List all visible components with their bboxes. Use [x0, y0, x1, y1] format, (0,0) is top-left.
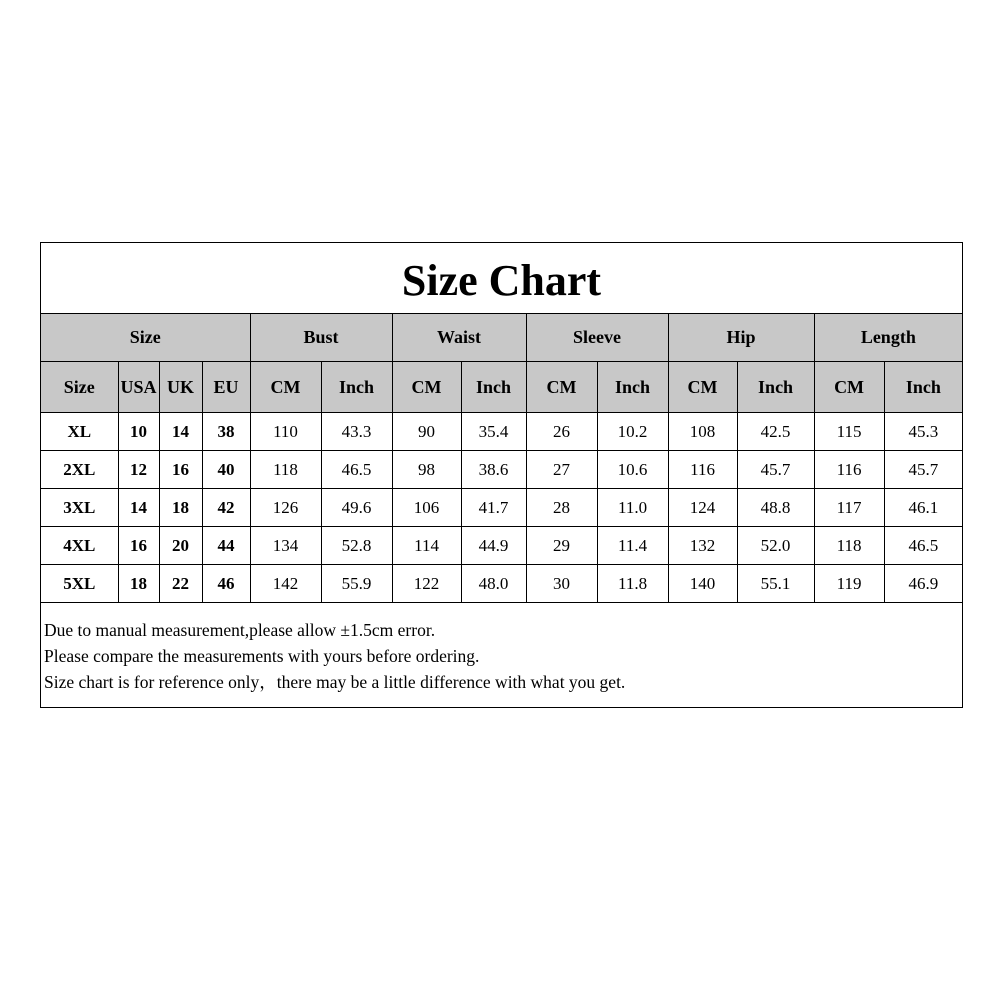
cell-waist-in: 41.7: [461, 489, 526, 527]
col-header-size: Size: [41, 362, 118, 413]
col-header-hip-cm: CM: [668, 362, 737, 413]
cell-sleeve-cm: 27: [526, 451, 597, 489]
size-chart: [40, 242, 963, 708]
col-header-hip-inch: Inch: [737, 362, 814, 413]
cell-eu: 42: [202, 489, 250, 527]
cell-hip-in: 48.8: [737, 489, 814, 527]
cell-eu: 40: [202, 451, 250, 489]
cell-sleeve-cm: 30: [526, 565, 597, 603]
group-header-bust: Bust: [250, 314, 392, 362]
cell-usa: 18: [118, 565, 159, 603]
cell-bust-in: 43.3: [321, 413, 392, 451]
group-header-waist: Waist: [392, 314, 526, 362]
cell-uk: 22: [159, 565, 202, 603]
cell-length-cm: 118: [814, 527, 884, 565]
group-header-length: Length: [814, 314, 962, 362]
cell-usa: 14: [118, 489, 159, 527]
cell-hip-in: 55.1: [737, 565, 814, 603]
cell-bust-cm: 142: [250, 565, 321, 603]
col-header-eu: EU: [202, 362, 250, 413]
cell-eu: 38: [202, 413, 250, 451]
cell-waist-cm: 122: [392, 565, 461, 603]
cell-length-in: 45.7: [884, 451, 962, 489]
col-header-length-cm: CM: [814, 362, 884, 413]
cell-size: 4XL: [41, 527, 118, 565]
cell-waist-in: 44.9: [461, 527, 526, 565]
cell-length-cm: 117: [814, 489, 884, 527]
cell-sleeve-in: 10.6: [597, 451, 668, 489]
cell-bust-cm: 134: [250, 527, 321, 565]
note-line: Due to manual measurement,please allow ±1.5cm error.: [44, 620, 436, 640]
cell-bust-in: 49.6: [321, 489, 392, 527]
table-row: [41, 565, 962, 603]
cell-bust-cm: 110: [250, 413, 321, 451]
group-header-hip: Hip: [668, 314, 814, 362]
cell-sleeve-cm: 28: [526, 489, 597, 527]
cell-sleeve-cm: 26: [526, 413, 597, 451]
cell-length-cm: 119: [814, 565, 884, 603]
note-line: Please compare the measurements with yours before ordering.: [44, 646, 480, 666]
cell-bust-in: 46.5: [321, 451, 392, 489]
cell-sleeve-cm: 29: [526, 527, 597, 565]
sub-header-row: [41, 362, 962, 413]
cell-usa: 16: [118, 527, 159, 565]
chart-title: Size Chart: [41, 243, 962, 314]
cell-size: 3XL: [41, 489, 118, 527]
col-header-bust-cm: CM: [250, 362, 321, 413]
table-row: [41, 489, 962, 527]
cell-hip-cm: 124: [668, 489, 737, 527]
cell-waist-in: 35.4: [461, 413, 526, 451]
note-line: Size chart is for reference only，there may be a little difference with what you get.: [44, 672, 626, 692]
cell-usa: 10: [118, 413, 159, 451]
cell-bust-cm: 118: [250, 451, 321, 489]
cell-usa: 12: [118, 451, 159, 489]
cell-waist-cm: 114: [392, 527, 461, 565]
cell-length-in: 45.3: [884, 413, 962, 451]
table-row: [41, 451, 962, 489]
cell-length-in: 46.1: [884, 489, 962, 527]
cell-waist-in: 48.0: [461, 565, 526, 603]
cell-bust-cm: 126: [250, 489, 321, 527]
cell-length-in: 46.5: [884, 527, 962, 565]
cell-hip-in: 52.0: [737, 527, 814, 565]
col-header-sleeve-inch: Inch: [597, 362, 668, 413]
cell-bust-in: 52.8: [321, 527, 392, 565]
cell-size: 5XL: [41, 565, 118, 603]
col-header-bust-inch: Inch: [321, 362, 392, 413]
size-table: [41, 314, 962, 603]
col-header-uk: UK: [159, 362, 202, 413]
cell-waist-cm: 106: [392, 489, 461, 527]
cell-sleeve-in: 11.0: [597, 489, 668, 527]
cell-waist-cm: 98: [392, 451, 461, 489]
cell-eu: 44: [202, 527, 250, 565]
group-header-size: Size: [41, 314, 250, 362]
cell-hip-cm: 108: [668, 413, 737, 451]
cell-uk: 16: [159, 451, 202, 489]
cell-bust-in: 55.9: [321, 565, 392, 603]
cell-size: 2XL: [41, 451, 118, 489]
cell-waist-in: 38.6: [461, 451, 526, 489]
col-header-sleeve-cm: CM: [526, 362, 597, 413]
cell-hip-cm: 116: [668, 451, 737, 489]
col-header-length-inch: Inch: [884, 362, 962, 413]
cell-length-in: 46.9: [884, 565, 962, 603]
col-header-usa: USA: [118, 362, 159, 413]
cell-uk: 20: [159, 527, 202, 565]
cell-hip-in: 42.5: [737, 413, 814, 451]
cell-eu: 46: [202, 565, 250, 603]
cell-uk: 14: [159, 413, 202, 451]
table-row: [41, 413, 962, 451]
cell-sleeve-in: 11.8: [597, 565, 668, 603]
cell-hip-in: 45.7: [737, 451, 814, 489]
col-header-waist-cm: CM: [392, 362, 461, 413]
cell-sleeve-in: 10.2: [597, 413, 668, 451]
cell-sleeve-in: 11.4: [597, 527, 668, 565]
cell-hip-cm: 132: [668, 527, 737, 565]
cell-uk: 18: [159, 489, 202, 527]
table-row: [41, 527, 962, 565]
cell-length-cm: 116: [814, 451, 884, 489]
cell-length-cm: 115: [814, 413, 884, 451]
cell-size: XL: [41, 413, 118, 451]
notes: [41, 603, 962, 695]
cell-waist-cm: 90: [392, 413, 461, 451]
col-header-waist-inch: Inch: [461, 362, 526, 413]
group-header-sleeve: Sleeve: [526, 314, 668, 362]
cell-hip-cm: 140: [668, 565, 737, 603]
group-header-row: [41, 314, 962, 362]
